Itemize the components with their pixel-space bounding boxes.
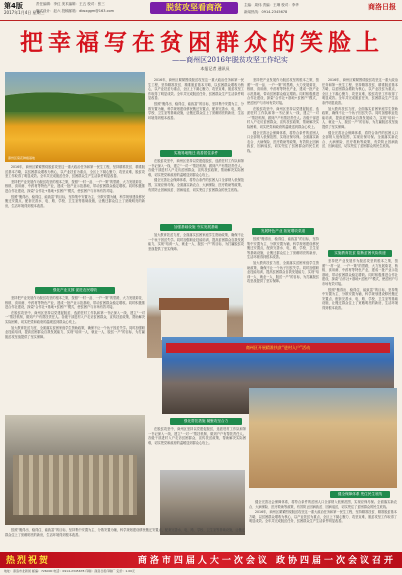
paragraph: 坚持把产业发展作为脱贫攻坚的根本之策，按照“一村一品、一户一策”的思路，大力发展菊花、核桃、食用菌、中药材等特色产业，建成一批产业示范基地，带动贫困群众稳定增收。同时积极推进合作社建设，探索“合作社+基地+贫困户”模式，使贫困户与市场有效对接。 (5, 179, 145, 193)
design-credits: 版式设计：赵六 投稿邮箱：dbsxggm@163.com (36, 9, 115, 13)
subheadline: ——商州区2016年脱贫攻坚工作纪实 (172, 56, 288, 64)
classroom-photo (160, 470, 245, 535)
footer-address: 地址：商洛市北新街 邮编：726000 电话：0914-2345678 印刷：商洛日报印刷厂 定价：1.00元 (4, 569, 136, 573)
paragraph: 2016年，商州区紧紧围绕脱贫攻坚这一重大政治任务和第一民生工程，坚持精准扶贫、精准脱贫基本方略，以贫困群众增收为核心，以产业扶贫为重点，全区上下凝心聚力、攻坚克难，脱贫攻坚工作取得了明显成效。全年共完成脱贫任务，贫困群众生产生活条件明显改善。 (148, 78, 244, 101)
section-banner: 脱贫攻坚看商洛 (150, 2, 238, 14)
section-header: 实施教育扶贫 阻断贫困代际传递 (328, 250, 392, 257)
column-1b (5, 296, 145, 412)
byline: 本报记者 通讯员 (200, 66, 230, 71)
paragraph: 坚持把产业发展作为脱贫攻坚的根本之策，按照“一村一品、一户一策”的思路，大力发展菊花、核桃、食用菌、中药材等特色产业，建成一批产业示范基地，带动贫困群众稳定增收。同时积极推进合作社建设，探索“合作社+基地+贫困户”模式，使贫困户与市场有效对接。 (247, 78, 319, 105)
section-header: 健全保障体系 兜住民生底线 (330, 491, 390, 498)
paragraph: 在脱贫攻坚中，商州区坚持以党建促脱贫，选派驻村工作队和第一书记深入一线，建立“一对一”帮扶机制，做到户户有帮扶责任人。各级干部进村入户走访贫困群众，宣传扶贫政策，帮助解决实际困难，切实把党和政府的温暖送到群众心坎上。 (148, 427, 246, 445)
paragraph: 加大教育扶贫力度，全面落实贫困家庭学生资助政策，确保不让一个孩子因贫失学。同时加强职业技能培训，提高贫困群众自我发展能力，实现“培训一人、就业一人、脱贫一户”的目标，为打赢脱贫攻坚战提供了坚实保障。 (322, 106, 398, 129)
section-header: 发展特色产业 拓宽增收渠道 (252, 228, 314, 235)
paragraph: 健全完善社会保障体系，将符合条件的贫困人口全部纳入低保范围，实现应保尽保。全面落实新农合、大病保险、医疗救助等政策，有效防止因病致贫、因病返贫，切实兜住了贫困群众的民生底线。 (148, 178, 244, 192)
footer-celebrate: 热烈祝贺 (6, 556, 51, 566)
photo-caption: 商州区菊花种植基地 (8, 156, 36, 160)
column-1 (5, 165, 145, 285)
headline: 把幸福写在贫困群众的笑脸上 (20, 30, 384, 56)
section-header: 强化产业支撑 促进农民增收 (35, 287, 115, 294)
paragraph: 健全完善社会保障体系，将符合条件的贫困人口全部纳入低保范围，实现应保尽保。全面落实新农合、大病保险、医疗救助等政策，有效防止因病致贫、因病返贫，切实兜住了贫困群众的民生底线。 (249, 500, 397, 509)
right-credits: 主编：周伟 责编：王琳 校对：李华 (244, 3, 299, 7)
newspaper-logo: 商洛日报 (368, 2, 396, 11)
column-5 (148, 427, 246, 467)
paragraph: 按照“搬得出、稳得住、能致富”的目标，坚持集中安置为主、分散安置为辅，科学规划建设移民搬迁安置点，配套完善水、电、路、学校、卫生室等基础设施，让搬迁群众住上了宽敞明亮的新房，生活环境得到根本改善。 (5, 528, 245, 537)
column-4b (322, 259, 398, 333)
paragraph: 坚持把产业发展作为脱贫攻坚的根本之策，按照“一村一品、一户一策”的思路，大力发展菊花、核桃、食用菌、中药材等特色产业，建成一批产业示范基地，带动贫困群众稳定增收。同时积极推进合作社建设，探索“合作社+基地+贫困户”模式，使贫困户与市场有效对接。 (322, 259, 398, 286)
paragraph: 在脱贫攻坚中，商州区坚持以党建促脱贫，选派驻村工作队和第一书记深入一线，建立“一对一”帮扶机制，做到户户有帮扶责任人。各级干部进村入户走访贫困群众，宣传扶贫政策，帮助解决实际困难，切实把党和政府的温暖送到群众心坎上。 (148, 159, 244, 177)
paragraph: 加大教育扶贫力度，全面落实贫困家庭学生资助政策，确保不让一个孩子因贫失学。同时加强职业技能培训，提高贫困群众自我发展能力，实现“培训一人、就业一人、脱贫一户”的目标，为打赢脱贫攻坚战提供了坚实保障。 (247, 260, 319, 284)
pen-graphic (13, 455, 137, 515)
column-7 (5, 528, 245, 550)
paragraph: 加大教育扶贫力度，全面落实贫困家庭学生资助政策，确保不让一个孩子因贫失学。同时加强职业技能培训，提高贫困群众自我发展能力，实现“培训一人、就业一人、脱贫一户”的目标，为打赢脱贫攻坚战提供了坚实保障。 (5, 325, 145, 339)
column-3b (247, 237, 319, 333)
photo-banner: 商州区开展精准扶贫“进村入户”活动 (166, 343, 390, 353)
paragraph: 加大教育扶贫力度，全面落实贫困家庭学生资助政策，确保不让一个孩子因贫失学。同时加强职业技能培训，提高贫困群众自我发展能力，实现“培训一人、就业一人、脱贫一户”的目标，为打赢脱贫攻坚战提供了坚实保障。 (148, 233, 244, 251)
column-6 (249, 500, 397, 550)
hotline: 新闻热线：0914-2345678 (244, 10, 288, 14)
paragraph: 坚持把产业发展作为脱贫攻坚的根本之策，按照“一村一品、一户一策”的思路，大力发展菊花、核桃、食用菌、中药材等特色产业，建成一批产业示范基地，带动贫困群众稳定增收。同时积极推进合作社建设，探索“合作社+基地+贫困户”模式，使贫困户与市场有效对接。 (5, 296, 145, 310)
pig-farm-photo (5, 415, 145, 525)
paragraph: 按照“搬得出、稳得住、能致富”的目标，坚持集中安置为主、分散安置为辅，科学规划建设移民搬迁安置点，配套完善水、电、路、学校、卫生室等基础设施，让搬迁群众住上了宽敞明亮的新房，生活环境得到根本改善。 (5, 194, 145, 208)
footer-slogan: 商洛市四届人大一次会议 政协四届一次会议召开 (137, 556, 396, 566)
paragraph: 健全完善社会保障体系，将符合条件的贫困人口全部纳入低保范围，实现应保尽保。全面落实新农合、大病保险、医疗救助等政策，有效防止因病致贫、因病返贫，切实兜住了贫困群众的民生底线。 (322, 130, 398, 149)
paragraph: 健全完善社会保障体系，将符合条件的贫困人口全部纳入低保范围，实现应保尽保。全面落实新农合、大病保险、医疗救助等政策，有效防止因病致贫、因病返贫，切实兜住了贫困群众的民生底线。 (247, 130, 319, 153)
column-4 (322, 78, 398, 248)
paragraph: 在脱贫攻坚中，商州区坚持以党建促脱贫，选派驻村工作队和第一书记深入一线，建立“一对一”帮扶机制，做到户户有帮扶责任人。各级干部进村入户走访贫困群众，宣传扶贫政策，帮助解决实际困难，切实把党和政府的温暖送到群众心坎上。 (5, 310, 145, 324)
column-2 (148, 78, 244, 148)
paragraph: 按照“搬得出、稳得住、能致富”的目标，坚持集中安置为主、分散安置为辅，科学规划建设移民搬迁安置点，配套完善水、电、路、学校、卫生室等基础设施，让搬迁群众住上了宽敞明亮的新房，生活环境得到根本改善。 (247, 237, 319, 260)
wall-graphic (161, 310, 227, 340)
paragraph: 2016年，商州区紧紧围绕脱贫攻坚这一重大政治任务和第一民生工程，坚持精准扶贫、精准脱贫基本方略，以贫困群众增收为核心，以产业扶贫为重点，全区上下凝心聚力、攻坚克难，脱贫攻坚工作取得了明显成效。全年共完成脱贫任务，贫困群众生产生活条件明显改善。 (249, 510, 397, 524)
roof-graphic (159, 298, 229, 310)
paragraph: 在脱贫攻坚中，商州区坚持以党建促脱贫，选派驻村工作队和第一书记深入一线，建立“一对一”帮扶机制，做到户户有帮扶责任人。各级干部进村入户走访贫困群众，宣传扶贫政策，帮助解决实际困难，切实把党和政府的温暖送到群众心坎上。 (247, 106, 319, 129)
page-number: 第4版 (4, 2, 23, 10)
section-header: 加强基础设施 夯实发展基础 (160, 224, 232, 231)
section-header: 强化帮扶措施 凝聚攻坚合力 (170, 418, 242, 425)
issue-date: 2017年1月4日 星期三 (4, 10, 45, 15)
section-header: 实施易地搬迁 改善居住条件 (160, 150, 232, 157)
column-2b (148, 159, 244, 221)
hills-graphic (5, 87, 145, 112)
flower-field-photo (5, 72, 145, 162)
cattle-farm-photo (249, 388, 397, 488)
paragraph: 按照“搬得出、稳得住、能致富”的目标，坚持集中安置为主、分散安置为辅，科学规划建设移民搬迁安置点，配套完善水、电、路、学校、卫生室等基础设施，让搬迁群众住上了宽敞明亮的新房，生活环境得到根本改善。 (148, 101, 244, 120)
column-3 (247, 78, 319, 226)
paragraph: 按照“搬得出、稳得住、能致富”的目标，坚持集中安置为主、分散安置为辅，科学规划建设移民搬迁安置点，配套完善水、电、路、学校、卫生室等基础设施，让搬迁群众住上了宽敞明亮的新房，生活环境得到根本改善。 (322, 287, 398, 310)
paragraph: 2016年，商州区紧紧围绕脱贫攻坚这一重大政治任务和第一民生工程，坚持精准扶贫、精准脱贫基本方略，以贫困群众增收为核心，以产业扶贫为重点，全区上下凝心聚力、攻坚克难，脱贫攻坚工作取得了明显成效。全年共完成脱贫任务，贫困群众生产生活条件明显改善。 (322, 78, 398, 105)
editor-credits: 责任编辑：李红 美术编辑：王五 校对：张三 (36, 2, 105, 6)
column-2c (148, 233, 244, 267)
paragraph: 2016年，商州区紧紧围绕脱贫攻坚这一重大政治任务和第一民生工程，坚持精准扶贫、精准脱贫基本方略，以贫困群众增收为核心，以产业扶贫为重点，全区上下凝心聚力、攻坚克难，脱贫攻坚工作取得了明显成效。全年共完成脱贫任务，贫困群众生产生活条件明显改善。 (5, 165, 145, 179)
